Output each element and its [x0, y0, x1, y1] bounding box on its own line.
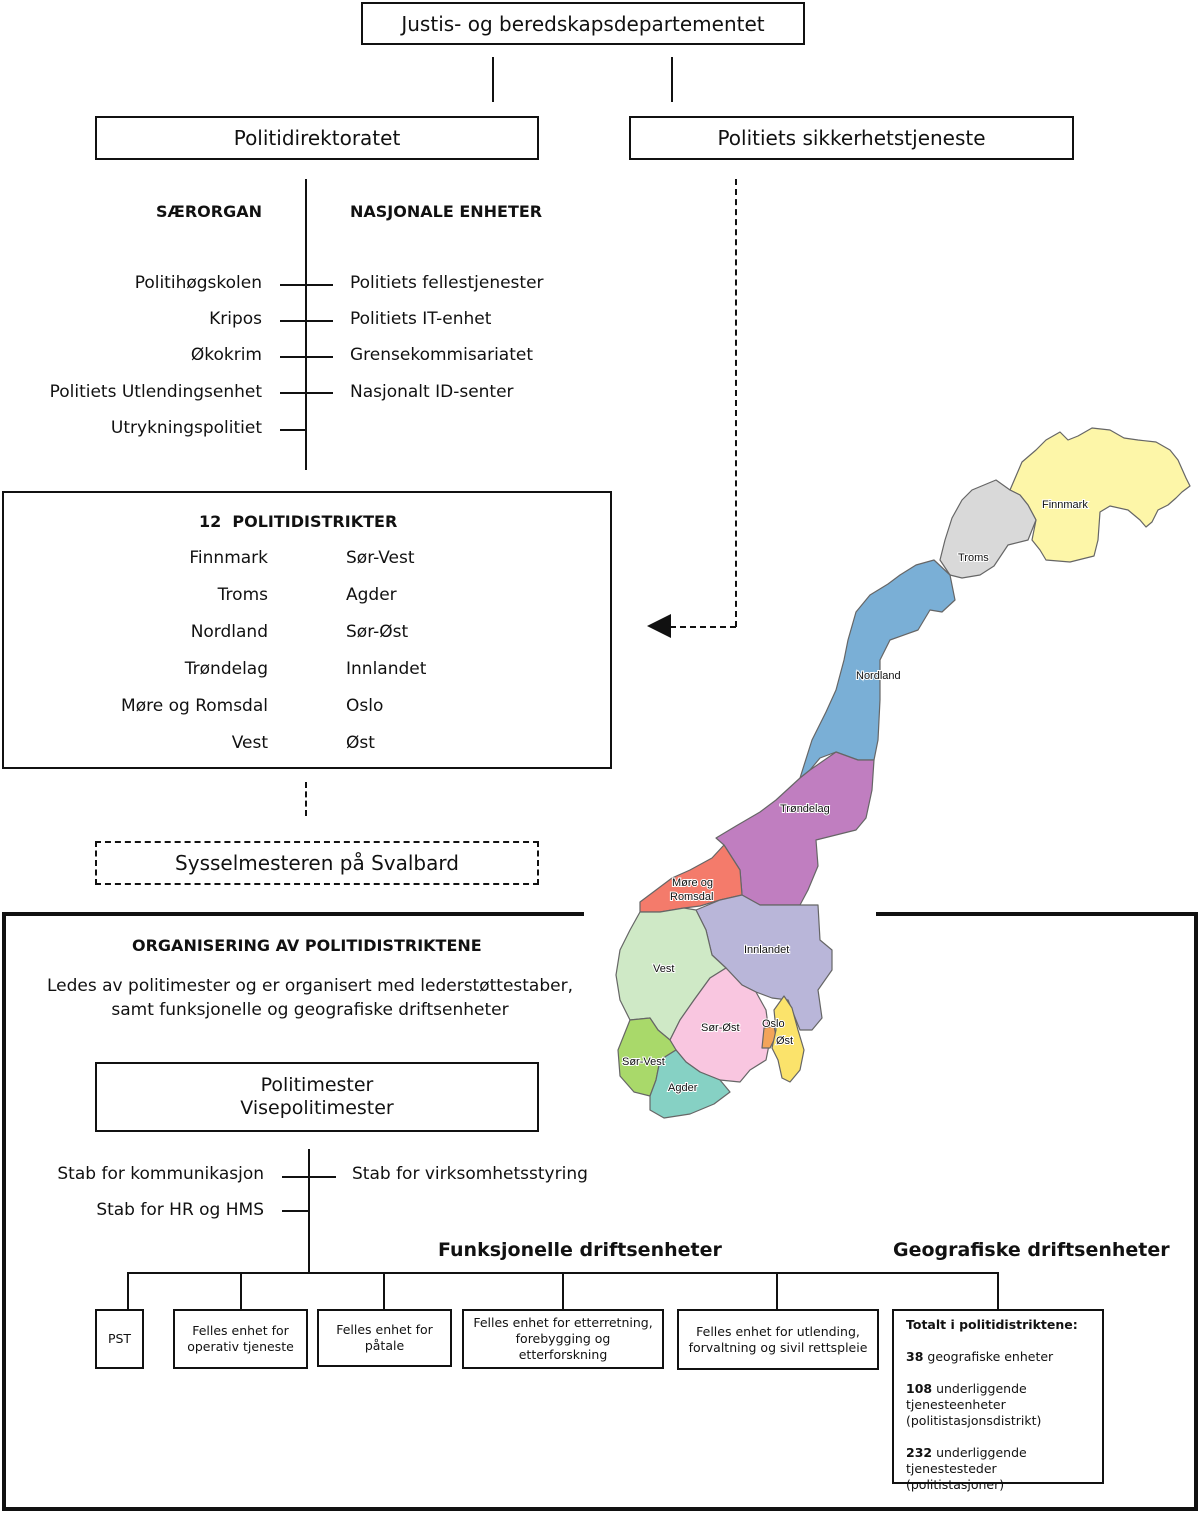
national-unit-item: Nasjonalt ID-senter [350, 382, 514, 402]
map-label-troms: Troms [958, 552, 989, 564]
district-item: Møre og Romsdal [121, 696, 268, 716]
district-item: Troms [217, 585, 268, 605]
national-unit-item: Politiets IT-enhet [350, 309, 492, 329]
special-agency-item: Kripos [209, 309, 262, 329]
special-agencies-header: SÆRORGAN [155, 202, 262, 221]
police-chief-label: Politimester [260, 1074, 374, 1096]
national-unit-item: Grensekommisariatet [350, 345, 534, 365]
map-label-agder: Agder [668, 1082, 698, 1094]
special-agency-item: Utrykningspolitiet [110, 418, 262, 438]
security-service-label: Politiets sikkerhetstjeneste [717, 126, 986, 150]
functional-units-header: Funksjonelle driftsenheter [438, 1239, 722, 1261]
totals-title: Totalt i politidistriktene: [906, 1317, 1078, 1332]
district-item: Finnmark [189, 548, 268, 568]
district-item: Sør-Øst [346, 622, 409, 642]
geographic-units-header: Geografiske driftsenheter [893, 1239, 1170, 1261]
map-label-vest: Vest [653, 963, 675, 975]
district-item: Sør-Vest [346, 548, 415, 568]
staff-item: Stab for HR og HMS [96, 1200, 264, 1220]
unit-label: PST [107, 1331, 132, 1346]
svalbard-label: Sysselmesteren på Svalbard [175, 851, 459, 875]
org-title: ORGANISERING AV POLITIDISTRIKTENE [132, 936, 482, 955]
directorate-label: Politidirektoratet [233, 126, 401, 150]
map-label-nordland: Nordland [856, 670, 901, 682]
org-description-line2: samt funksjonelle og geografiske driftsenheter [111, 1000, 509, 1020]
ministry-label: Justis- og beredskapsdepartementet [401, 11, 765, 36]
deputy-police-chief-label: Visepolitimester [240, 1097, 394, 1119]
map-label-trondelag: Trøndelag [780, 803, 830, 815]
map-region-finnmark [1010, 428, 1190, 562]
staff-item: Stab for virksomhetsstyring [352, 1164, 588, 1184]
special-agency-item: Økokrim [190, 345, 262, 365]
org-description-line1: Ledes av politimester og er organisert med lederstøttestaber, [47, 976, 573, 996]
district-item: Trøndelag [184, 659, 268, 679]
district-item: Oslo [346, 696, 384, 716]
district-item: Øst [346, 733, 375, 753]
districts-title: 12 POLITIDISTRIKTER [199, 512, 398, 531]
map-label-innlandet: Innlandet [744, 944, 790, 956]
staff-item: Stab for kommunikasjon [57, 1164, 264, 1184]
unit-label: Felles enhet for operativ tjeneste [187, 1323, 294, 1354]
map-label-finnmark: Finnmark [1042, 499, 1088, 511]
totals-item: 232 underliggende tjenestesteder (politistasjoner) [906, 1445, 1027, 1492]
map-label-oslo: Oslo [762, 1018, 785, 1030]
district-item: Innlandet [346, 659, 427, 679]
map-region-nordland [800, 560, 955, 778]
district-item: Vest [231, 733, 268, 753]
district-item: Nordland [190, 622, 268, 642]
map-label-more-line2: Romsdal [670, 891, 714, 903]
map-label-sor-vest: Sør-Vest [622, 1056, 665, 1068]
special-agency-item: Politihøgskolen [134, 273, 262, 293]
district-item: Agder [346, 585, 397, 605]
unit-label: Felles enhet for utlending, forvaltning og sivil rettspleie [688, 1323, 868, 1355]
map-label-sor-ost: Sør-Øst [701, 1022, 740, 1034]
national-unit-item: Politiets fellestjenester [350, 273, 544, 293]
special-agency-item: Politiets Utlendingsenhet [49, 382, 262, 402]
map-label-more-line1: Møre og [672, 877, 713, 889]
map-label-ost: Øst [776, 1035, 794, 1047]
national-units-header: NASJONALE ENHETER [350, 202, 543, 221]
unit-label: Felles enhet for påtale [336, 1322, 433, 1353]
totals-item: 108 underliggende tjenesteenheter (politistasjonsdistrikt) [906, 1381, 1042, 1428]
unit-label: Felles enhet for etterretning, forebygging og etterforskning [473, 1315, 653, 1362]
totals-item: 38 geografiske enheter [906, 1349, 1054, 1364]
